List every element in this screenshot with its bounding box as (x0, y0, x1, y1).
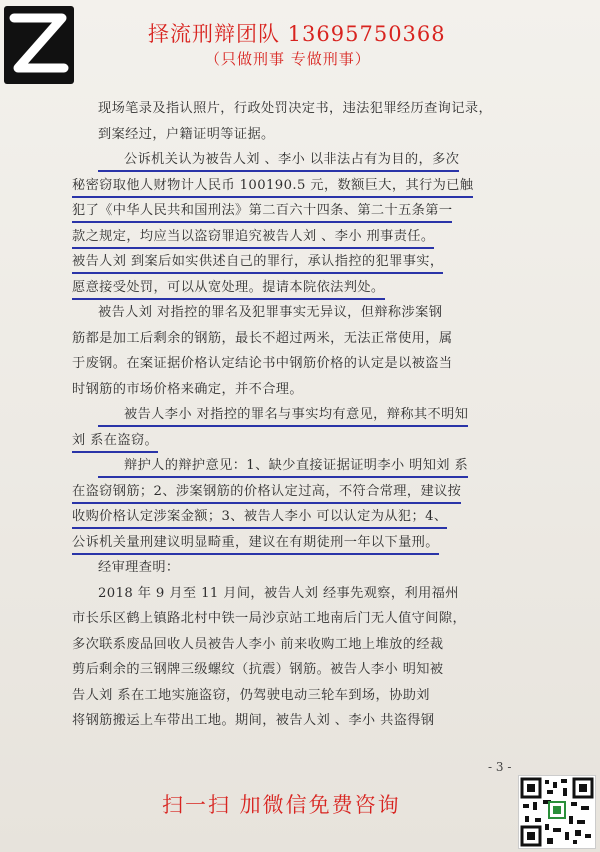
text-line: 于废钢。在案证据价格认定结论书中钢筋价格的认定是以被盗当 (72, 356, 453, 371)
qr-code-icon[interactable] (518, 775, 596, 849)
logo-icon (4, 6, 74, 84)
text-line: 市长乐区鹤上镇路北村中铁一局沙京站工地南后门无人值守间隙， (72, 611, 467, 626)
underlined-line: 公诉机关认为被告人刘 、李小 以非法占有为目的，多次 (98, 149, 459, 172)
underlined-line: 公诉机关量刑建议明显畸重，建议在有期徒刑一年以下量刑。 (72, 532, 439, 555)
footer-cta: 扫一扫 加微信免费咨询 (162, 793, 401, 817)
underlined-line: 被告人李小 对指控的罪名与事实均有意见，辩称其不明知 (98, 404, 468, 427)
underlined-line: 秘密窃取他人财物计人民币 100190.5 元，数额巨大，其行为已触 (72, 175, 473, 198)
text-line: 到案经过，户籍证明等证据。 (98, 126, 275, 142)
underlined-line: 犯了《中华人民共和国刑法》第二百六十四条、第二十五条第一 (72, 200, 452, 223)
text-line: 将钢筋搬运上车带出工地。期间，被告人刘 、李小 共盗得钢 (72, 713, 435, 728)
underlined-line: 辩护人的辩护意见：1、缺少直接证据证明李小 明知刘 系 (98, 455, 468, 478)
section-heading: 经审理查明： (98, 560, 180, 575)
underlined-line: 收购价格认定涉案金额；3、被告人李小 可以认定为从犯；4、 (72, 506, 447, 529)
text-line: 现场笔录及指认照片，行政处罚决定书，违法犯罪经历查询记录， (98, 101, 493, 116)
text-line: 剪后剩余的三钢牌三级螺纹（抗震）钢筋。被告人李小 明知被 (72, 662, 444, 677)
underlined-line: 被告人刘 到案后如实供述自己的罪行，承认指控的犯罪事实， (72, 251, 443, 274)
text-line: 被告人刘 对指控的罪名及犯罪事实无异议，但辩称涉案钢 (98, 305, 443, 320)
underlined-line: 愿意接受处罚，可以从宽处理。提请本院依法判处。 (72, 277, 385, 300)
text-line: 2018 年 9 月至 11 月间，被告人刘 经事先观察，利用福州 (98, 585, 459, 601)
header-title: 择流刑辩团队 13695750368 (148, 22, 446, 46)
text-line: 筋都是加工后剩余的钢筋，最长不超过两米，无法正常使用，属 (72, 330, 453, 346)
underlined-line: 刘 系在盗窃。 (72, 430, 158, 453)
underlined-line: 在盗窃钢筋；2、涉案钢筋的价格认定过高，不符合常理，建议按 (72, 481, 461, 504)
text-line: 多次联系废品回收人员被告人李小 前来收购工地上堆放的经裁 (72, 636, 444, 652)
header-subtitle: （只做刑事 专做刑事） (205, 50, 371, 68)
page-number: - 3 - (488, 760, 512, 774)
text-line: 时钢筋的市场价格来确定，并不合理。 (72, 381, 303, 397)
document-body (72, 96, 522, 734)
underlined-line: 款之规定，均应当以盗窃罪追究被告人刘 、李小 刑事责任。 (72, 226, 434, 249)
text-line: 告人刘 系在工地实施盗窃，仍驾驶电动三轮车到场，协助刘 (72, 687, 430, 703)
